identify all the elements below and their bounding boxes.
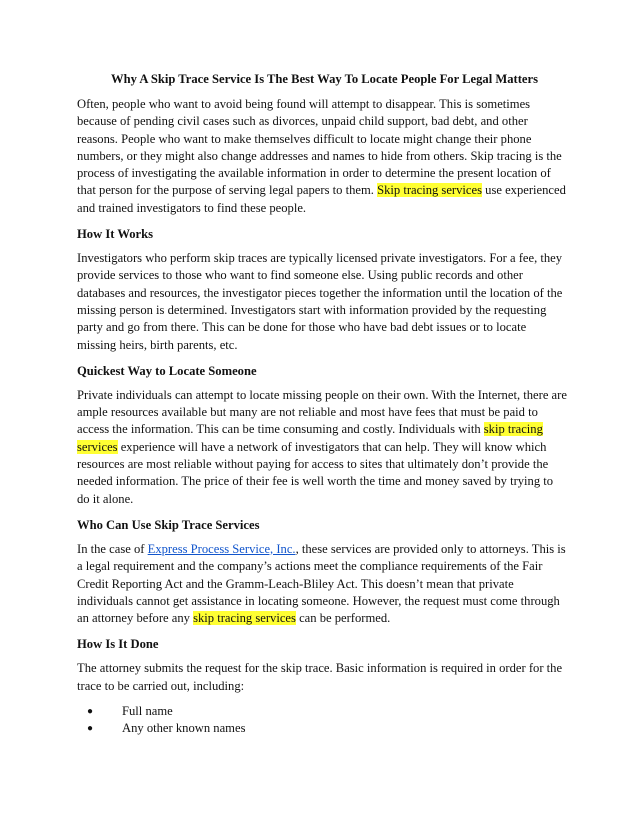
section-heading-quickest-way: Quickest Way to Locate Someone — [77, 363, 257, 378]
section-paragraph-who-can-use — [77, 541, 568, 627]
express-process-link[interactable]: Express Process Service, Inc. — [147, 541, 296, 556]
required-info-list — [77, 703, 568, 738]
list-item-text: Any other known names — [122, 721, 246, 736]
who-text-3: can be performed. — [295, 611, 391, 626]
quickest-text-1: Private individuals can attempt to locate missing people on their own. With the Internet, there are ample resources available but many are not reliable and most have fees that must be paid to access the information. This can be time consuming and costly. Individuals with — [77, 387, 567, 437]
section-heading-how-it-works: How It Works — [77, 227, 154, 242]
quickest-text-2: experience will have a network of investigators that can help. They will know which resources are most reliable without paying for access to sites that ultimately don’t provide the needed information. The price of their fee is well worth the time and money saved by trying to do it alone. — [77, 439, 554, 506]
section-heading-who-can-use: Who Can Use Skip Trace Services — [77, 517, 260, 532]
quickest-highlight: skip tracing services — [77, 422, 543, 454]
document-title: Why A Skip Trace Service Is The Best Way To Locate People For Legal Matters — [110, 72, 538, 86]
bullet-icon: ● — [87, 723, 94, 735]
intro-paragraph — [77, 96, 568, 217]
who-highlight: skip tracing services — [193, 611, 296, 626]
section-paragraph-how-it-works: Investigators who perform skip traces are typically licensed private investigators. For a fee, they provide services to those who want to find someone else. Using public records and other databases and resources, the investigator pieces together the information until the location of the missing person is determined. Investigators start with information provided by the requesting party and go from there. This can be done for those who have bad debt issues or to locate missing heirs, birth parents, etc. — [77, 251, 563, 352]
list-item — [87, 703, 568, 720]
section-heading-how-is-it-done: How Is It Done — [77, 637, 159, 652]
list-item — [87, 720, 568, 737]
section-paragraph-how-is-it-done: The attorney submits the request for the skip trace. Basic information is required in order for the trace to be carried out, including: — [77, 661, 563, 693]
who-text-2: , these services are provided only to attorneys. This is a legal requirement and the company’s actions meet the compliance requirements of the Fair Credit Reporting Act and the Gramm-Leach-Bliley Act. This doesn’t mean that private individuals cannot get assistance in locating someone. However, the request must come through an attorney before any — [77, 541, 566, 626]
list-item-text: Full name — [122, 704, 173, 719]
intro-highlight: Skip tracing services — [377, 183, 482, 198]
bullet-icon: ● — [87, 706, 94, 718]
intro-text-2: use experienced and trained investigators to find these people. — [77, 183, 566, 215]
who-text-1: In the case of — [77, 541, 148, 556]
section-paragraph-quickest-way — [77, 387, 568, 508]
intro-text-1: Often, people who want to avoid being found will attempt to disappear. This is sometimes because of pending civil cases such as divorces, unpaid child support, bad debt, and other reasons. People who want to make themselves difficult to locate might change their phone numbers, or they might also change addresses and names to hide from others. Skip tracing is the process of investigating the available information in order to determine the present location of that person for the purpose of serving legal papers to them. — [77, 97, 562, 198]
